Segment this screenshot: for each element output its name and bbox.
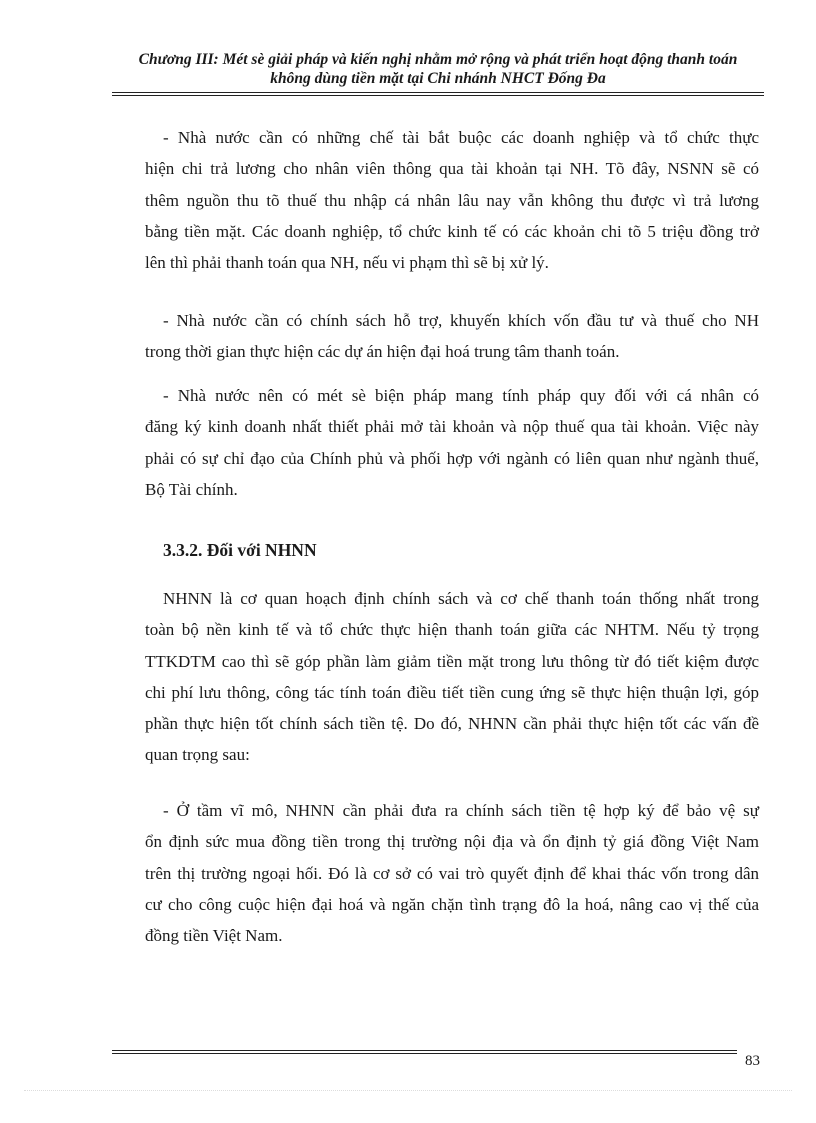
line: hiện chi trả lương cho nhân viên thông qua tài khoản tại NH. Tõ đây, NSNN sẽ có bbox=[145, 159, 759, 179]
line: NHNN là cơ quan hoạch định chính sách và cơ chế thanh toán thống nhất trong bbox=[163, 589, 759, 608]
line: TTKDTM cao thì sẽ góp phần làm giảm tiền mặt trong lưu thông từ đó tiết kiệm được bbox=[145, 651, 759, 671]
line: trong thời gian thực hiện các dự án hiện đại hoá trung tâm thanh toán. bbox=[145, 342, 620, 362]
line: - Ở tầm vĩ mô, NHNN cần phải đưa ra chính sách tiền tệ hợp ký để bảo vệ sự bbox=[163, 801, 759, 820]
paragraph-1 bbox=[145, 122, 759, 278]
footer-rule-bottom bbox=[112, 1053, 737, 1054]
header-line-1: Chương III: Mét sè giải pháp và kiến nghị nhằm mở rộng và phát triển hoạt động thanh toán bbox=[138, 51, 738, 68]
line: lên thì phải thanh toán qua NH, nếu vi phạm thì sẽ bị xử lý. bbox=[145, 253, 549, 273]
line: đồng tiền Việt Nam. bbox=[145, 926, 283, 946]
header-line-2: không dùng tiền mặt tại Chi nhánh NHCT Đống Đa bbox=[270, 70, 606, 87]
page-number: 83 bbox=[745, 1053, 760, 1069]
line: Bộ Tài chính. bbox=[145, 479, 238, 499]
line: phải có sự chỉ đạo của Chính phủ và phối hợp với ngành có liên quan như ngành thuế, bbox=[145, 448, 759, 468]
header-rule-top bbox=[112, 92, 764, 93]
paragraph-4 bbox=[145, 583, 759, 771]
line: quan trọng sau: bbox=[145, 745, 250, 765]
paragraph-3 bbox=[145, 380, 759, 505]
line: - Nhà nước cần có chính sách hỗ trợ, khuyến khích vốn đầu tư và thuế cho NH bbox=[163, 311, 759, 330]
line: toàn bộ nền kinh tế và tổ chức thực hiện thanh toán giữa các NHTM. Nếu tỷ trọng bbox=[145, 620, 759, 640]
line: trên thị trường ngoại hối. Đó là cơ sở có vai trò quyết định để khai thác vốn trong dân bbox=[145, 863, 759, 883]
line: chi phí lưu thông, công tác tính toán điều tiết tiền cung ứng sẽ thực hiện thuận lợi, góp bbox=[145, 682, 759, 702]
line: ổn định sức mua đồng tiền trong thị trường nội địa và ổn định tỷ giá đồng Việt Nam bbox=[145, 832, 759, 852]
line: - Nhà nước cần có những chế tài bắt buộc các doanh nghiệp và tổ chức thực bbox=[163, 128, 759, 147]
line: bằng tiền mặt. Các doanh nghiệp, tổ chức kinh tế có các khoản chi tõ 5 triệu đồng trở bbox=[145, 221, 759, 241]
page-edge-dots bbox=[24, 1090, 792, 1091]
paragraph-5 bbox=[145, 795, 759, 951]
header-rule-bottom bbox=[112, 95, 764, 96]
page-header bbox=[112, 50, 764, 88]
paragraph-2 bbox=[145, 305, 759, 368]
footer-rule-top bbox=[112, 1050, 737, 1051]
line: thêm nguồn thu tõ thuế thu nhập cá nhân lâu nay vẫn không thu được vì trả lương bbox=[145, 190, 759, 210]
line: đăng ký kinh doanh nhất thiết phải mở tài khoản và nộp thuế qua tài khoản. Việc này bbox=[145, 417, 759, 437]
line: - Nhà nước nên có mét sè biện pháp mang tính pháp quy đối với cá nhân có bbox=[163, 386, 759, 405]
line: cư cho công cuộc hiện đại hoá và ngăn chặn tình trạng đô la hoá, nâng cao vị thế của bbox=[145, 894, 759, 914]
section-heading: 3.3.2. Đối với NHNN bbox=[163, 540, 317, 560]
line: phần thực hiện tốt chính sách tiền tệ. Do đó, NHNN cần phải thực hiện tốt các vấn đề bbox=[145, 714, 759, 734]
